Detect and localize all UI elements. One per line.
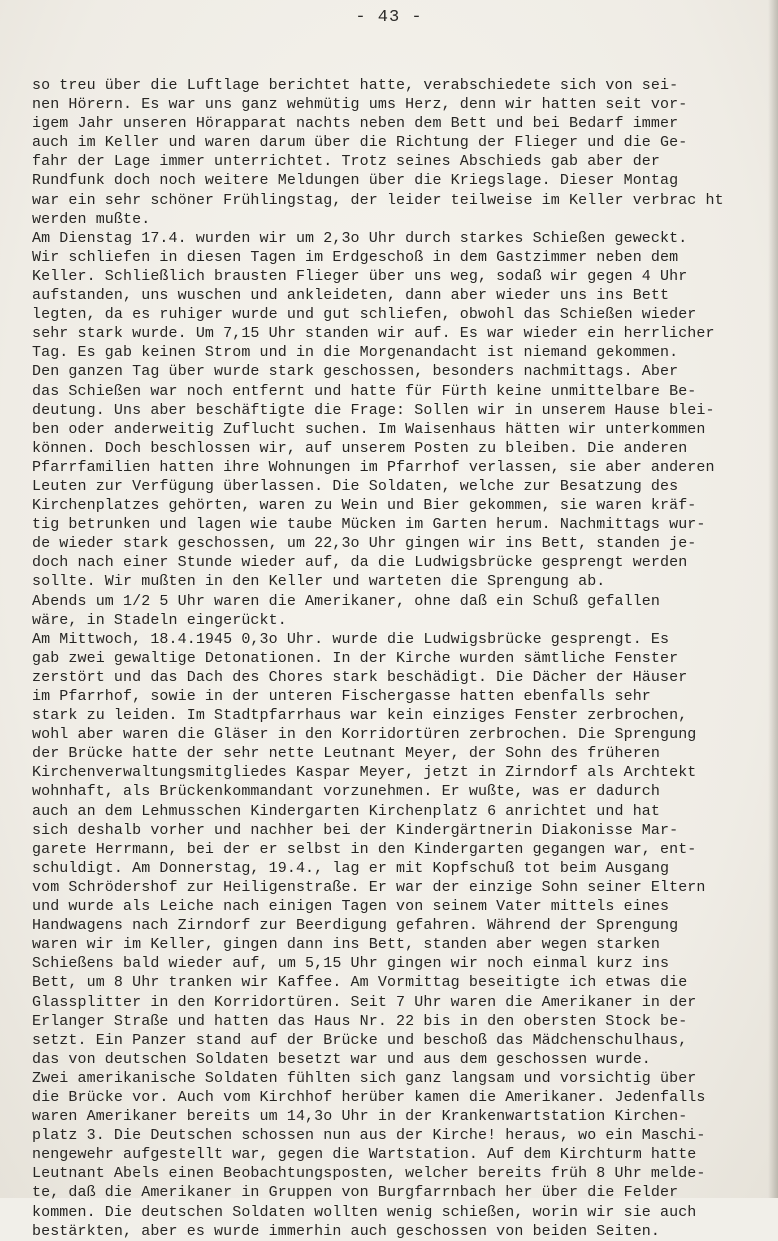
text-line: Tag. Es gab keinen Strom und in die Morgenandacht ist niemand gekommen. (32, 344, 679, 362)
text-line: Am Mittwoch, 18.4.1945 0,3o Uhr. wurde die Ludwigsbrücke gesprengt. Es (32, 630, 670, 648)
text-line: das Schießen war noch entfernt und hatte für Fürth keine unmittelbare Be- (32, 382, 697, 400)
text-line: Rundfunk doch noch weitere Meldungen über die Kriegslage. Dieser Montag (32, 172, 679, 190)
text-line: platz 3. Die Deutschen schossen nun aus der Kirche! heraus, wo ein Maschi- (32, 1127, 706, 1145)
text-line: gab zwei gewaltige Detonationen. In der Kirche wurden sämtliche Fenster (32, 649, 679, 667)
text-line: waren Amerikaner bereits um 14,3o Uhr in der Krankenwartstation Kirchen- (32, 1108, 688, 1126)
text-line: auch im Keller und waren darum über die Richtung der Flieger und die Ge- (32, 134, 688, 152)
text-line: nengewehr aufgestellt war, gegen die Wartstation. Auf dem Kirchturm hatte (32, 1146, 697, 1164)
text-line: war ein sehr schöner Frühlingstag, der leider teilweise im Keller verbrac ht (32, 191, 724, 209)
page-number: - 43 - (355, 8, 423, 27)
text-line: Pfarrfamilien hatten ihre Wohnungen im Pfarrhof verlassen, sie aber anderen (32, 458, 715, 476)
text-line: Am Dienstag 17.4. wurden wir um 2,3o Uhr durch starkes Schießen geweckt. (32, 229, 688, 247)
text-line: und wurde als Leiche nach einigen Tagen von seinem Vater mittels eines (32, 898, 670, 916)
text-line: Erlanger Straße und hatten das Haus Nr. 22 bis in den obersten Stock be- (32, 1012, 688, 1030)
text-line: das von deutschen Soldaten besetzt war und aus dem geschossen wurde. (32, 1050, 651, 1068)
text-line: so treu über die Luftlage berichtet hatte, verabschiedete sich von sei- (32, 77, 679, 94)
text-line: fahr der Lage immer unterrichtet. Trotz seines Abschieds gab aber der (32, 153, 661, 171)
text-line: schuldigt. Am Donnerstag, 19.4., lag er mit Kopfschuß tot beim Ausgang (32, 859, 670, 877)
text-line: igem Jahr unseren Hörapparat nachts neben dem Bett und bei Bedarf immer (32, 115, 679, 133)
text-line: Leuten zur Verfügung überlassen. Die Soldaten, welche zur Besatzung des (32, 477, 679, 495)
text-line: doch nach einer Stunde wieder auf, da die Ludwigsbrücke gesprengt werden (32, 554, 688, 572)
text-line: Keller. Schließlich brausten Flieger über uns weg, sodaß wir gegen 4 Uhr (32, 267, 688, 285)
text-line: sich deshalb vorher und nachher bei der Kindergärtnerin Diakonisse Mar- (32, 821, 679, 839)
text-line: wohl aber waren die Gläser in den Korridortüren zerbrochen. Die Sprengung (32, 726, 697, 744)
text-line: garete Herrmann, bei der er selbst in den Kindergarten gegangen war, ent- (32, 840, 697, 858)
text-line: werden mußte. (32, 210, 151, 228)
text-line: ben oder anderweitig Zuflucht suchen. Im Waisenhaus hätten wir unterkommen (32, 420, 706, 438)
body-text (32, 76, 768, 1241)
text-line: Zwei amerikanische Soldaten fühlten sich ganz langsam und vorsichtig über (32, 1069, 697, 1087)
text-line: aufstanden, uns wuschen und ankleideten, dann aber wieder uns ins Bett (32, 287, 670, 305)
text-line: Glassplitter in den Korridortüren. Seit 7 Uhr waren die Amerikaner in der (32, 993, 697, 1011)
text-line: Leutnant Abels einen Beobachtungsposten, welcher bereits früh 8 Uhr melde- (32, 1165, 706, 1183)
text-line: Schießens bald wieder auf, um 5,15 Uhr gingen wir noch einmal kurz ins (32, 955, 670, 973)
text-line: tig betrunken und lagen wie taube Mücken im Garten herum. Nachmittags wur- (32, 516, 706, 534)
text-line: Abends um 1/2 5 Uhr waren die Amerikaner, ohne daß ein Schuß gefallen (32, 592, 661, 610)
text-line: auch an dem Lehmusschen Kindergarten Kirchenplatz 6 anrichtet und hat (32, 802, 661, 820)
text-line: bestärkten, aber es wurde immerhin auch geschossen von beiden Seiten. (32, 1222, 661, 1240)
text-line: te, daß die Amerikaner in Gruppen von Burgfarrnbach her über die Felder (32, 1184, 679, 1202)
text-line: Bett, um 8 Uhr tranken wir Kaffee. Am Vormittag beseitigte ich etwas die (32, 974, 688, 992)
text-line: wohnhaft, als Brückenkommandant vorzunehmen. Er wußte, was er dadurch (32, 783, 661, 801)
text-line: Wir schliefen in diesen Tagen im Erdgeschoß in dem Gastzimmer neben dem (32, 248, 679, 266)
page-edge-shadow (768, 0, 778, 1198)
text-line: Kirchenverwaltungsmitgliedes Kaspar Meyer, jetzt in Zirndorf als Archtekt (32, 764, 697, 782)
text-line: wäre, in Stadeln eingerückt. (32, 611, 287, 629)
text-line: legten, da es ruhiger wurde und gut schliefen, obwohl das Schießen wieder (32, 306, 697, 324)
text-line: deutung. Uns aber beschäftigte die Frage: Sollen wir in unserem Hause blei- (32, 401, 715, 419)
text-line: waren wir im Keller, gingen dann ins Bett, standen aber wegen starken (32, 936, 661, 954)
text-line: stark zu leiden. Im Stadtpfarrhaus war kein einziges Fenster zerbrochen, (32, 707, 688, 725)
text-line: sehr stark wurde. Um 7,15 Uhr standen wir auf. Es war wieder ein herrlicher (32, 325, 715, 343)
text-line: im Pfarrhof, sowie in der unteren Fischergasse hatten ebenfalls sehr (32, 688, 651, 705)
text-line: können. Doch beschlossen wir, auf unserem Posten zu bleiben. Die anderen (32, 439, 688, 457)
text-line: Kirchenplatzes gehörten, waren zu Wein und Bier gekommen, sie waren kräf- (32, 497, 697, 515)
text-line: Den ganzen Tag über wurde stark geschossen, besonders nachmittags. Aber (32, 363, 679, 381)
text-line: die Brücke vor. Auch vom Kirchhof herüber kamen die Amerikaner. Jedenfalls (32, 1088, 706, 1106)
text-line: de wieder stark geschossen, um 22,3o Uhr gingen wir ins Bett, standen je- (32, 535, 697, 553)
text-line: nen Hörern. Es war uns ganz wehmütig ums Herz, denn wir hatten seit vor- (32, 96, 688, 114)
text-line: kommen. Die deutschen Soldaten wollten wenig schießen, worin wir sie auch (32, 1203, 697, 1221)
text-line: zerstört und das Dach des Chores stark beschädigt. Die Dächer der Häuser (32, 668, 688, 686)
text-line: Handwagens nach Zirndorf zur Beerdigung gefahren. Während der Sprengung (32, 917, 679, 935)
text-line: der Brücke hatte der sehr nette Leutnant Meyer, der Sohn des früheren (32, 745, 661, 763)
text-line: setzt. Ein Panzer stand auf der Brücke und beschoß das Mädchenschulhaus, (32, 1031, 688, 1049)
text-line: vom Schrödershof zur Heiligenstraße. Er war der einzige Sohn seiner Eltern (32, 878, 706, 896)
text-line: sollte. Wir mußten in den Keller und warteten die Sprengung ab. (32, 573, 606, 591)
